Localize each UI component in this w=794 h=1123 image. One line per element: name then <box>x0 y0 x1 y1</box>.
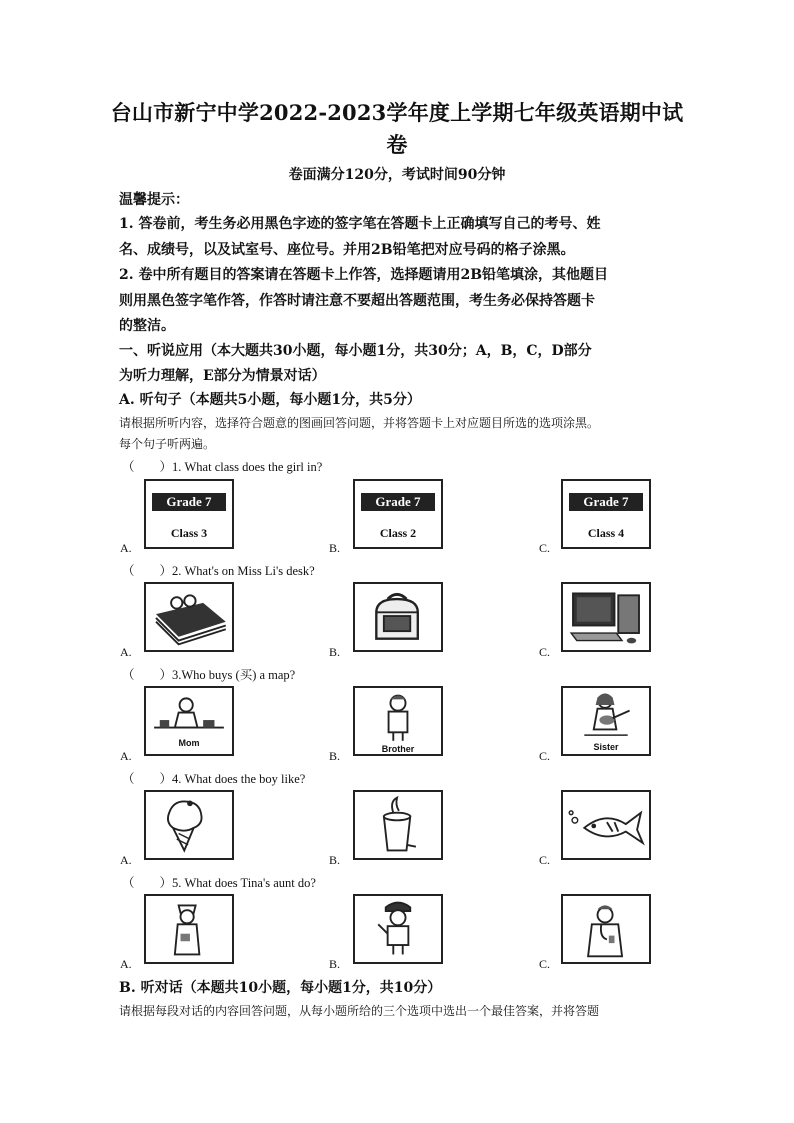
tip-line: 2. 卷中所有题目的答案请在答题卡上作答，选择题请用2B铅笔填涂，其他题目 <box>119 267 609 283</box>
option-picture-1b[interactable] <box>353 479 443 549</box>
nurse-icon <box>146 896 232 962</box>
option-label-a: A. <box>120 853 132 867</box>
exam-title-line2: 卷 <box>386 132 408 157</box>
tip-line: 1. 答卷前，考生务必用黑色字迹的签字笔在答题卡上正确填写自己的考号、姓 <box>119 216 601 232</box>
option-picture-1c[interactable] <box>561 479 651 549</box>
option-label-a: A. <box>120 749 132 763</box>
option-label-c: C. <box>539 957 551 971</box>
question-4: （ ）4. What does the boy like? <box>122 772 306 786</box>
computer-icon <box>563 584 649 650</box>
notebook-with-glasses-icon <box>146 584 232 650</box>
option-label-c: C. <box>539 853 551 867</box>
exam-subtitle: 卷面满分120分，考试时间90分钟 <box>288 167 506 183</box>
option-picture-5b[interactable] <box>353 894 443 964</box>
part-a-instruction: 每个句子听两遍。 <box>119 437 216 451</box>
class-label: Class 3 <box>170 526 208 540</box>
option-picture-5a[interactable] <box>144 894 234 964</box>
class-label: Class 2 <box>379 526 417 540</box>
question-1: （ ）1. What class does the girl in? <box>122 460 323 474</box>
option-picture-3b[interactable] <box>353 686 443 756</box>
part-a-heading: A. 听句子（本题共5小题，每小题1分，共5分） <box>119 392 421 408</box>
option-picture-1a[interactable] <box>144 479 234 549</box>
option-label-c: C. <box>539 749 551 763</box>
question-5: （ ）5. What does Tina's aunt do? <box>122 876 316 890</box>
schoolbag-icon <box>355 584 441 650</box>
picture-caption: Mom <box>178 738 200 748</box>
question-3: （ ）3.Who buys (买) a map? <box>122 668 296 682</box>
option-picture-2b[interactable] <box>353 582 443 652</box>
part-a-instruction: 请根据所听内容，选择符合题意的图画回答问题，并将答题卡上对应题目所选的选项涂黑。 <box>119 416 600 430</box>
policeman-icon <box>355 896 441 962</box>
option-label-a: A. <box>120 957 132 971</box>
picture-caption: Brother <box>381 744 415 754</box>
fish-icon <box>563 792 649 858</box>
section-heading: 一、听说应用（本大题共30小题，每小题1分，共30分；A，B，C，D部分 <box>119 343 592 359</box>
class-label: Class 4 <box>587 526 625 540</box>
option-picture-4b[interactable] <box>353 790 443 860</box>
grade-label: Grade 7 <box>152 493 226 511</box>
option-label-b: B. <box>329 541 341 555</box>
option-picture-2a[interactable] <box>144 582 234 652</box>
section-heading: 为听力理解，E部分为情景对话） <box>119 368 326 384</box>
option-picture-4a[interactable] <box>144 790 234 860</box>
option-label-b: B. <box>329 853 341 867</box>
option-label-c: C. <box>539 645 551 659</box>
option-picture-2c[interactable] <box>561 582 651 652</box>
option-picture-3c[interactable] <box>561 686 651 756</box>
option-picture-4c[interactable] <box>561 790 651 860</box>
question-2: （ ）2. What's on Miss Li's desk? <box>122 564 315 578</box>
tips-heading: 温馨提示： <box>119 192 189 208</box>
carrot-icon <box>355 792 441 858</box>
option-picture-5c[interactable] <box>561 894 651 964</box>
part-b-instruction: 请根据每段对话的内容回答问题，从每小题所给的三个选项中选出一个最佳答案，并将答题 <box>119 1004 600 1018</box>
picture-caption: Sister <box>593 742 619 752</box>
option-label-a: A. <box>120 645 132 659</box>
option-label-b: B. <box>329 645 341 659</box>
exam-title-line1: 台山市新宁中学2022-2023学年度上学期七年级英语期中试 <box>110 100 684 125</box>
grade-label: Grade 7 <box>569 493 643 511</box>
doctor-icon <box>563 896 649 962</box>
option-label-a: A. <box>120 541 132 555</box>
ice-cream-icon <box>146 792 232 858</box>
option-label-b: B. <box>329 957 341 971</box>
tip-line: 名、成绩号，以及试室号、座位号。并用2B铅笔把对应号码的格子涂黑。 <box>119 242 575 258</box>
option-label-c: C. <box>539 541 551 555</box>
grade-label: Grade 7 <box>361 493 435 511</box>
part-b-heading: B. 听对话（本题共10小题，每小题1分，共10分） <box>119 980 442 996</box>
tip-line: 的整洁。 <box>119 318 175 334</box>
option-label-b: B. <box>329 749 341 763</box>
tip-line: 则用黑色签字笔作答，作答时请注意不要超出答题范围，考生务必保持答题卡 <box>119 293 595 309</box>
option-picture-3a[interactable] <box>144 686 234 756</box>
